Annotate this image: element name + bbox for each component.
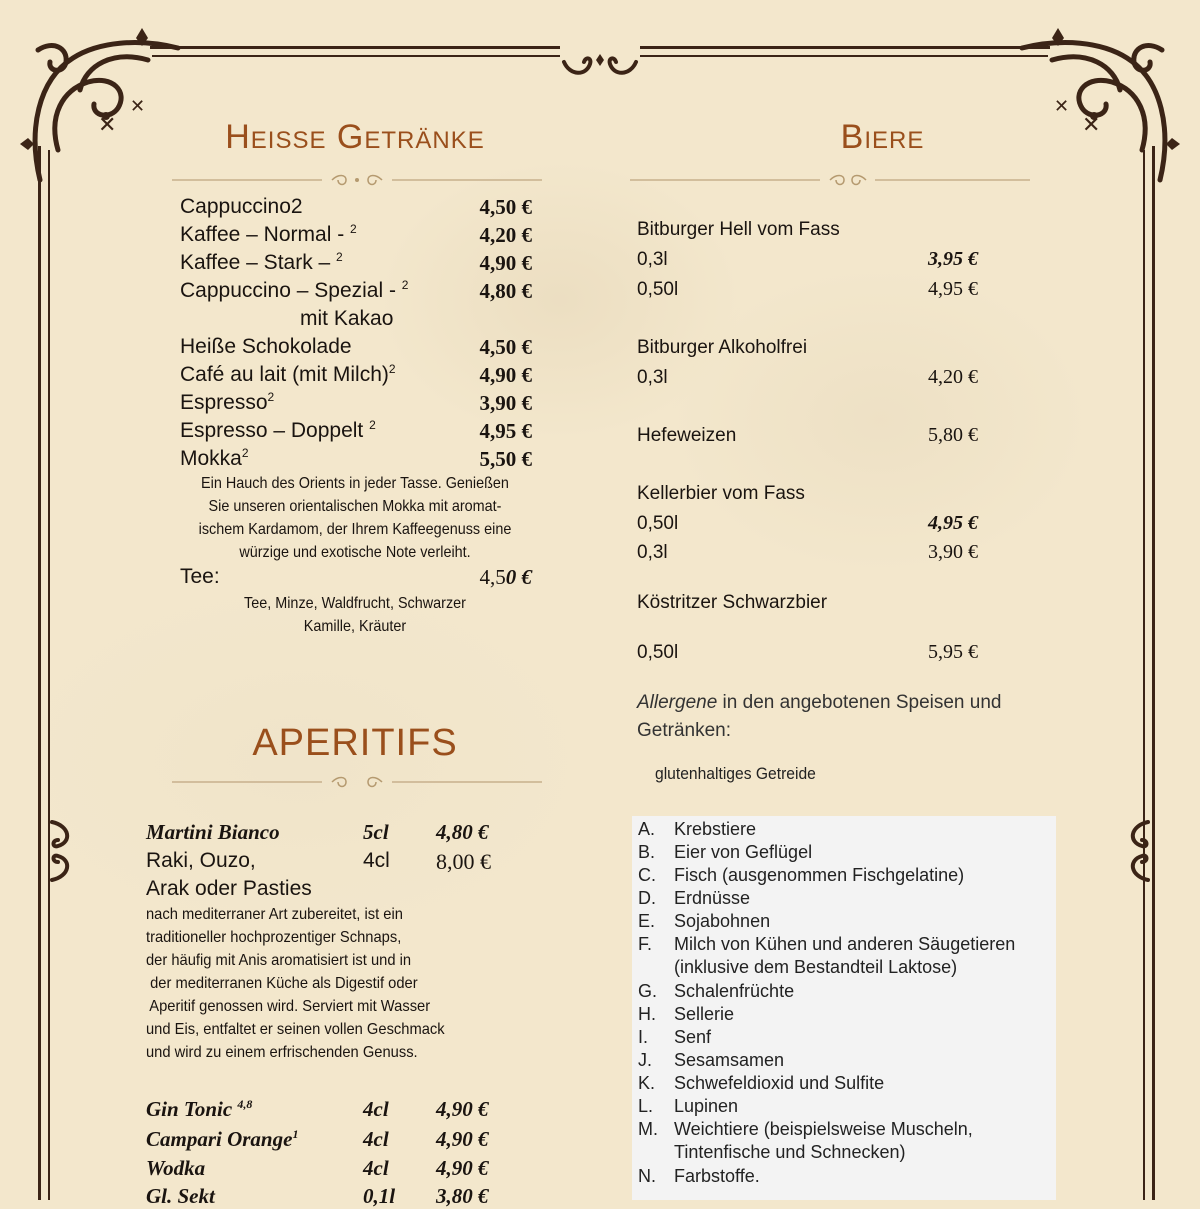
beer-name: Hefeweizen xyxy=(637,425,737,446)
frame-left-inner-line xyxy=(48,150,50,1200)
allergen-superscript: 2 xyxy=(241,446,249,460)
description-line: traditioneller hochprozentiger Schnaps, xyxy=(146,929,402,946)
item-price: 4,95 € xyxy=(479,419,532,443)
left-side-scroll-ornament xyxy=(48,816,78,886)
allergen-letter: N. xyxy=(638,1166,656,1186)
item-name: Espresso – Doppelt xyxy=(180,419,370,442)
allergen-text: Farbstoffe. xyxy=(674,1166,760,1186)
description-line: Ein Hauch des Orients in jeder Tasse. Genießen xyxy=(201,475,509,492)
menu-item xyxy=(180,417,532,445)
allergen-letter: K. xyxy=(638,1073,656,1093)
allergen-text: Tintenfische und Schnecken) xyxy=(674,1142,906,1162)
beer-price: 4,20 € xyxy=(928,366,978,388)
aperitif-size: 4cl xyxy=(363,1156,389,1180)
menu-item-subline xyxy=(180,305,532,333)
beer-size: 0,50l xyxy=(637,513,679,534)
item-subname: mit Kakao xyxy=(300,307,394,330)
aperitif-size: 4cl xyxy=(363,1127,389,1151)
beer-price: 4,95 € xyxy=(928,512,978,534)
aperitif-name: Raki, Ouzo, xyxy=(146,849,256,872)
svg-text:✕: ✕ xyxy=(98,113,117,138)
description-line: und wird zu einem erfrischenden Genuss. xyxy=(146,1044,418,1061)
allergen-intro-text: in den angebotenen Speisen und xyxy=(717,692,1002,713)
aperitif-price: 4,90 € xyxy=(436,1097,489,1121)
allergen-text: Sojabohnen xyxy=(674,911,771,931)
beer-price: 3,90 € xyxy=(928,541,978,563)
tea-description xyxy=(180,592,531,638)
description-line: und Eis, entfaltet er seinen vollen Geschmack xyxy=(146,1021,445,1038)
beer-price: 3,95 € xyxy=(928,248,978,270)
tea-name: Tee: xyxy=(180,565,220,588)
aperitif-size: 4cl xyxy=(363,849,390,872)
frame-top-right-inner-line xyxy=(640,55,1048,57)
svg-text:✕: ✕ xyxy=(1082,113,1101,138)
allergen-intro-line2: Getränken: xyxy=(637,720,731,741)
menu-item xyxy=(180,249,532,277)
menu-item xyxy=(180,361,532,389)
frame-left-outer-line xyxy=(38,146,41,1200)
beer-size: 0,3l xyxy=(637,249,668,270)
item-name: Café au lait (mit Milch) xyxy=(180,363,389,386)
description-line: würzige und exotische Note verleiht. xyxy=(239,544,471,561)
allergen-intro xyxy=(637,692,1001,714)
frame-top-left-line xyxy=(150,46,560,49)
allergen-intro-italic: Allergene xyxy=(637,692,718,713)
beer-size: 0,50l xyxy=(637,642,679,663)
aperitif-name-text: Gin Tonic xyxy=(146,1097,238,1121)
description-line: ischem Kardamom, der Ihrem Kaffeegenuss eine xyxy=(198,521,512,538)
allergen-text: Krebstiere xyxy=(674,819,757,839)
allergen-text: Sellerie xyxy=(674,1004,735,1024)
allergen-superscript: 2 xyxy=(388,362,396,376)
aperitif-price: 4,80 € xyxy=(436,820,489,844)
allergen-superscript: 4,8 xyxy=(237,1097,253,1111)
item-price: 4,80 € xyxy=(479,279,532,303)
menu-item xyxy=(180,333,532,361)
aperitif-price: 4,90 € xyxy=(436,1156,489,1180)
top-center-scroll-ornament xyxy=(560,52,640,82)
allergen-letter: F. xyxy=(638,934,653,954)
menu-item xyxy=(180,193,532,221)
aperitifs-heading: APERITIFS xyxy=(252,722,458,764)
corner-ornament-top-right xyxy=(1012,20,1182,190)
allergen-superscript: 2 xyxy=(267,390,275,404)
menu-item xyxy=(180,389,532,417)
frame-top-left-inner-line xyxy=(152,55,560,57)
allergen-text: Eier von Geflügel xyxy=(674,842,813,862)
item-name: Kaffee – Normal - xyxy=(180,223,351,246)
item-price: 4,20 € xyxy=(479,223,532,247)
allergen-text: Schwefeldioxid und Sulfite xyxy=(674,1073,885,1093)
aperitif-price: 3,80 € xyxy=(436,1184,489,1208)
allergen-letter: C. xyxy=(638,865,656,885)
aperitif-name xyxy=(146,1127,298,1152)
aperitif-name: Martini Bianco xyxy=(146,820,280,844)
item-price: 3,90 € xyxy=(479,391,532,415)
allergen-text: Fisch (ausgenommen Fischgelatine) xyxy=(674,865,965,885)
beers-divider xyxy=(630,174,1030,186)
frame-right-outer-line xyxy=(1152,146,1155,1200)
allergen-letter: B. xyxy=(638,842,656,862)
aperitif-name-text: Wodka xyxy=(146,1156,206,1180)
item-name: Cappuccino2 xyxy=(180,195,303,218)
item-name: Heiße Schokolade xyxy=(180,335,352,358)
right-side-scroll-ornament xyxy=(1122,816,1152,886)
tea-price-part: 0 € xyxy=(505,565,532,589)
allergen-letter: L. xyxy=(638,1096,654,1116)
aperitif-price: 8,00 € xyxy=(436,849,491,874)
allergen-letter: E. xyxy=(638,911,656,931)
item-price: 4,50 € xyxy=(479,335,532,359)
beer-name: Kellerbier vom Fass xyxy=(637,483,805,504)
aperitif-name xyxy=(146,1097,252,1122)
allergen-text: Schalenfrüchte xyxy=(674,981,795,1001)
allergen-superscript: 2 xyxy=(369,418,376,432)
mokka-description xyxy=(180,472,531,564)
item-price: 4,90 € xyxy=(479,251,532,275)
description-line: nach mediterraner Art zubereitet, ist ein xyxy=(146,906,403,923)
aperitif-name-line2: Arak oder Pasties xyxy=(146,877,312,900)
allergen-letter: A. xyxy=(638,819,656,839)
beer-name: Bitburger Hell vom Fass xyxy=(637,219,840,240)
aperitif-size: 0,1l xyxy=(363,1184,396,1208)
description-line: Kamille, Kräuter xyxy=(303,618,407,635)
item-name: Cappuccino – Spezial - xyxy=(180,279,402,302)
aperitif-size: 4cl xyxy=(363,1097,389,1121)
menu-item xyxy=(180,221,532,249)
description-line: Tee, Minze, Waldfrucht, Schwarzer xyxy=(244,595,466,612)
allergen-text: Sesamsamen xyxy=(674,1050,785,1070)
hot-drinks-list xyxy=(180,193,532,473)
item-price: 5,50 € xyxy=(479,447,532,471)
allergen-text: Lupinen xyxy=(674,1096,739,1116)
item-name: Kaffee – Stark – xyxy=(180,251,337,274)
beer-size: 0,50l xyxy=(637,279,679,300)
item-name: Espresso xyxy=(180,391,268,414)
beer-name: Köstritzer Schwarzbier xyxy=(637,592,828,613)
aperitif-price: 4,90 € xyxy=(436,1127,489,1151)
svg-text:✕: ✕ xyxy=(1054,96,1070,117)
allergen-list xyxy=(638,818,1056,1200)
allergen-superscript: 1 xyxy=(292,1127,299,1141)
hot-drinks-divider xyxy=(172,174,542,186)
beers-heading: Biere xyxy=(840,118,925,156)
corner-ornament-top-left xyxy=(18,20,188,190)
aperitif-name xyxy=(146,1184,215,1209)
allergen-letter: M. xyxy=(638,1119,658,1139)
raki-description xyxy=(146,903,477,1064)
allergen-text: Senf xyxy=(674,1027,712,1047)
beer-price: 5,80 € xyxy=(928,424,978,446)
allergen-letter: J. xyxy=(638,1050,653,1070)
aperitif-name-text: Gl. Sekt xyxy=(146,1184,215,1208)
tea-item xyxy=(180,565,532,593)
item-price: 4,50 € xyxy=(479,195,532,219)
svg-text:✕: ✕ xyxy=(130,96,146,117)
allergen-letter: D. xyxy=(638,888,656,908)
beer-size: 0,3l xyxy=(637,367,668,388)
beer-price: 5,95 € xyxy=(928,641,978,663)
tea-price-part: 4,5 xyxy=(479,565,506,589)
description-line: Aperitif genossen wird. Serviert mit Wasser xyxy=(146,998,431,1015)
item-price: 4,90 € xyxy=(479,363,532,387)
beer-name: Bitburger Alkoholfrei xyxy=(637,337,808,358)
allergen-superscript: 2 xyxy=(350,222,357,236)
description-line: der mediterranen Küche als Digestif oder xyxy=(146,975,418,992)
hot-drinks-heading: Heisse Getränke xyxy=(225,118,485,156)
aperitif-name xyxy=(146,1156,205,1181)
aperitif-size: 5cl xyxy=(363,820,389,844)
allergen-text: (inklusive dem Bestandteil Laktose) xyxy=(674,957,958,977)
beer-price: 4,95 € xyxy=(928,278,978,300)
allergen-letter: G. xyxy=(638,981,658,1001)
beer-size: 0,3l xyxy=(637,542,668,563)
tea-price xyxy=(480,565,533,590)
frame-right-inner-line xyxy=(1143,150,1145,1200)
frame-top-right-line xyxy=(640,46,1050,49)
menu-item xyxy=(180,445,532,473)
allergen-letter: I. xyxy=(638,1027,649,1047)
description-line: der häufig mit Anis aromatisiert ist und in xyxy=(146,952,412,969)
allergen-text: Erdnüsse xyxy=(674,888,751,908)
allergen-text: Milch von Kühen und anderen Säugetieren xyxy=(674,934,1016,954)
description-line: Sie unseren orientalischen Mokka mit aromat- xyxy=(208,498,502,515)
menu-item xyxy=(180,277,532,305)
gluten-label: glutenhaltiges Getreide xyxy=(655,764,816,783)
allergen-text: Weichtiere (beispielsweise Muscheln, xyxy=(674,1119,973,1139)
aperitifs-divider xyxy=(172,776,542,788)
aperitif-name-text: Campari Orange xyxy=(146,1127,293,1151)
allergen-superscript: 2 xyxy=(401,278,409,292)
item-name: Mokka xyxy=(180,447,242,470)
allergen-letter: H. xyxy=(638,1004,656,1024)
allergen-superscript: 2 xyxy=(336,250,343,264)
